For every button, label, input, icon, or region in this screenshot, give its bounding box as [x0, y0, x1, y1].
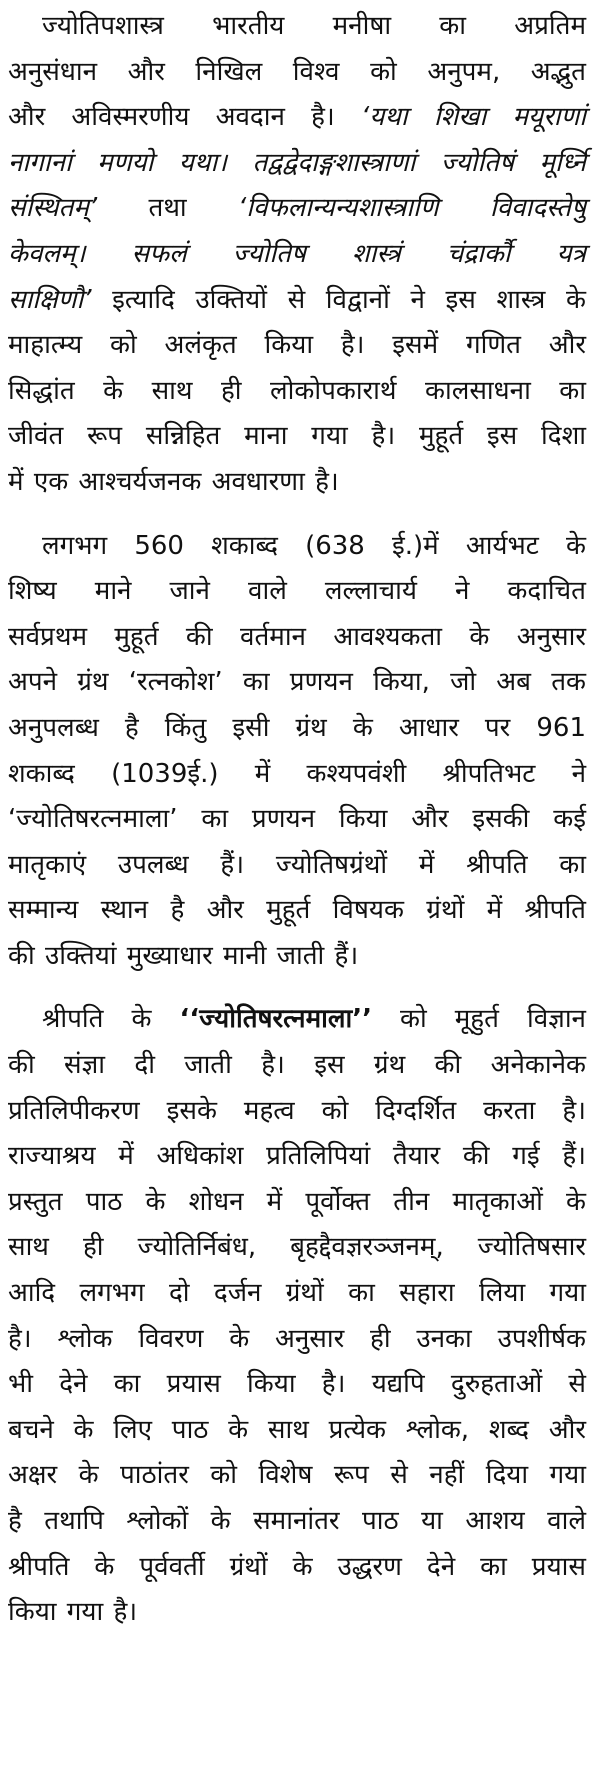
text-run: भी देने का प्रयास किया है। यद्यपि दुरुहताओं से	[8, 1369, 586, 1400]
text-run: सिद्धांत के साथ ही लोकोपकारार्थ कालसाधना का	[8, 375, 586, 406]
text-run: प्रस्तुत पाठ के शोधन में पूर्वोक्त तीन मातृकाओं के	[8, 1186, 586, 1217]
paragraph-1-line-4	[8, 141, 586, 187]
paragraph-3-line-11	[8, 1453, 586, 1499]
paragraph-1-line-5	[8, 186, 586, 232]
paragraph-2-line-5	[8, 706, 586, 752]
paragraph-3-line-3	[8, 1089, 586, 1135]
paragraph-3-line-8	[8, 1317, 586, 1363]
text-run: सर्वप्रथम मुहूर्त की वर्तमान आवश्यकता के अनुसार	[8, 621, 586, 652]
paragraph-2-line-3	[8, 615, 586, 661]
text-run: है तथापि श्लोकों के समानांतर पाठ या आशय वाले	[8, 1506, 586, 1536]
text-run: की उक्तियां मुख्याधार मानी जाती हैं।	[8, 940, 359, 971]
sanskrit-quote: नागानां मणयो यथा। तद्वद्वेदाङ्गशास्त्राणां ज्योतिषं मूर्ध्नि	[8, 147, 586, 178]
paragraph-2-line-7	[8, 797, 586, 843]
text-run: की संज्ञा दी जाती है। इस ग्रंथ की अनेकानेक	[8, 1050, 586, 1081]
text-run: बचने के लिए पाठ के साथ प्रत्येक श्लोक, शब्द और	[8, 1414, 586, 1445]
text-run: अपने ग्रंथ ‘रत्नकोश’ का प्रणयन किया, जो अब तक	[8, 667, 586, 698]
text-run: किया गया है।	[8, 1597, 138, 1628]
paragraph-3-line-5	[8, 1180, 586, 1226]
text-run: ज्योतिपशास्त्र भारतीय मनीषा का अप्रतिम	[42, 11, 586, 41]
paragraph-1-line-10	[8, 414, 586, 460]
book-title: ‘‘ज्योतिषरत्नमाला’’	[179, 1004, 372, 1035]
sanskrit-quote: संस्थितम्’	[8, 193, 98, 224]
paragraph-3-line-12	[8, 1499, 586, 1545]
paragraph-3-line-10	[8, 1408, 586, 1454]
text-run: है। श्लोक विवरण के अनुसार ही उनका उपशीर्षक	[8, 1323, 586, 1354]
text-run: अक्षर के पाठांतर को विशेष रूप से नहीं दिया गया	[8, 1460, 586, 1491]
text-run: में एक आश्चर्यजनक अवधारणा है।	[8, 466, 339, 497]
sanskrit-quote: केवलम्। सफलं ज्योतिष शास्त्रं चंद्रार्कौ यत्र	[8, 238, 586, 269]
text-run: अनुसंधान और निखिल विश्व को अनुपम, अद्भुत	[8, 56, 586, 87]
paragraph-3-line-4	[8, 1134, 586, 1180]
paragraph-gap	[8, 506, 586, 524]
sanskrit-quote: ‘विफलान्यन्यशास्त्राणि विवादस्तेषु	[238, 193, 586, 224]
paragraph-2-line-8	[8, 843, 586, 889]
text-run: साथ ही ज्योतिर्निबंध, बृहद्दैवज्ञरञ्जनम्, ज्योतिषसार	[8, 1232, 586, 1263]
paragraph-3	[8, 997, 586, 1635]
paragraph-2-line-10	[8, 934, 586, 980]
text-run: इत्यादि उक्तियों से विद्वानों ने इस शास्त्र के	[91, 284, 586, 315]
text-run: श्रीपति के पूर्ववर्ती ग्रंथों के उद्धरण देने का प्रयास	[8, 1551, 586, 1582]
text-run: श्रीपति के	[42, 1004, 180, 1035]
paragraph-1-line-8	[8, 323, 586, 369]
text-run: शिष्य माने जाने वाले लल्लाचार्य ने कदाचित	[8, 576, 586, 607]
text-run: आदि लगभग दो दर्जन ग्रंथों का सहारा लिया गया	[8, 1278, 586, 1309]
text-run: लगभग 560 शकाब्द (638 ई.)में आर्यभट के	[42, 530, 586, 561]
paragraph-2	[8, 524, 586, 980]
text-run: सम्मान्य स्थान है और मुहूर्त विषयक ग्रंथों में श्रीपति	[8, 895, 586, 926]
paragraph-2-line-1	[8, 524, 586, 570]
paragraph-1-line-1	[8, 4, 586, 50]
paragraph-1-line-7	[8, 278, 586, 324]
paragraph-2-line-6	[8, 752, 586, 798]
text-run: को मूहुर्त विज्ञान	[371, 1004, 586, 1035]
paragraph-1-line-2	[8, 50, 586, 96]
paragraph-3-line-14	[8, 1590, 586, 1636]
paragraph-1-line-3	[8, 95, 586, 141]
text-run: ‘ज्योतिषरत्नमाला’ का प्रणयन किया और इसकी कई	[8, 804, 586, 835]
text-run: अनुपलब्ध है किंतु इसी ग्रंथ के आधार पर 961	[8, 712, 586, 743]
text-run: शकाब्द (1039ई.) में कश्यपवंशी श्रीपतिभट ने	[8, 758, 586, 789]
paragraph-gap	[8, 979, 586, 997]
paragraph-1-line-9	[8, 369, 586, 415]
paragraph-1	[8, 4, 586, 506]
sanskrit-quote: साक्षिणौ’	[8, 284, 92, 315]
paragraph-3-line-13	[8, 1545, 586, 1591]
paragraph-2-line-9	[8, 888, 586, 934]
paragraph-3-line-1	[8, 997, 586, 1043]
text-run: मातृकाएं उपलब्ध हैं। ज्योतिषग्रंथों में श्रीपति का	[8, 849, 586, 880]
text-run: माहात्म्य को अलंकृत किया है। इसमें गणित और	[8, 330, 586, 361]
paragraph-2-line-4	[8, 660, 586, 706]
paragraph-3-line-6	[8, 1225, 586, 1271]
text-run: और अविस्मरणीय अवदान है।	[8, 102, 361, 133]
sanskrit-quote: ‘यथा शिखा मयूराणां	[360, 102, 586, 133]
text-run: जीवंत रूप सन्निहित माना गया है। मुहूर्त इस दिशा	[8, 421, 586, 452]
paragraph-2-line-2	[8, 569, 586, 615]
text-run: राज्याश्रय में अधिकांश प्रतिलिपियां तैयार की गई हैं।	[8, 1141, 586, 1172]
paragraph-1-line-11	[8, 460, 586, 506]
paragraph-1-line-6	[8, 232, 586, 278]
text-run: तथा	[97, 193, 238, 224]
text-run: प्रतिलिपीकरण इसके महत्व को दिग्दर्शित करता है।	[8, 1095, 586, 1126]
paragraph-3-line-7	[8, 1271, 586, 1317]
paragraph-3-line-9	[8, 1362, 586, 1408]
paragraph-3-line-2	[8, 1043, 586, 1089]
